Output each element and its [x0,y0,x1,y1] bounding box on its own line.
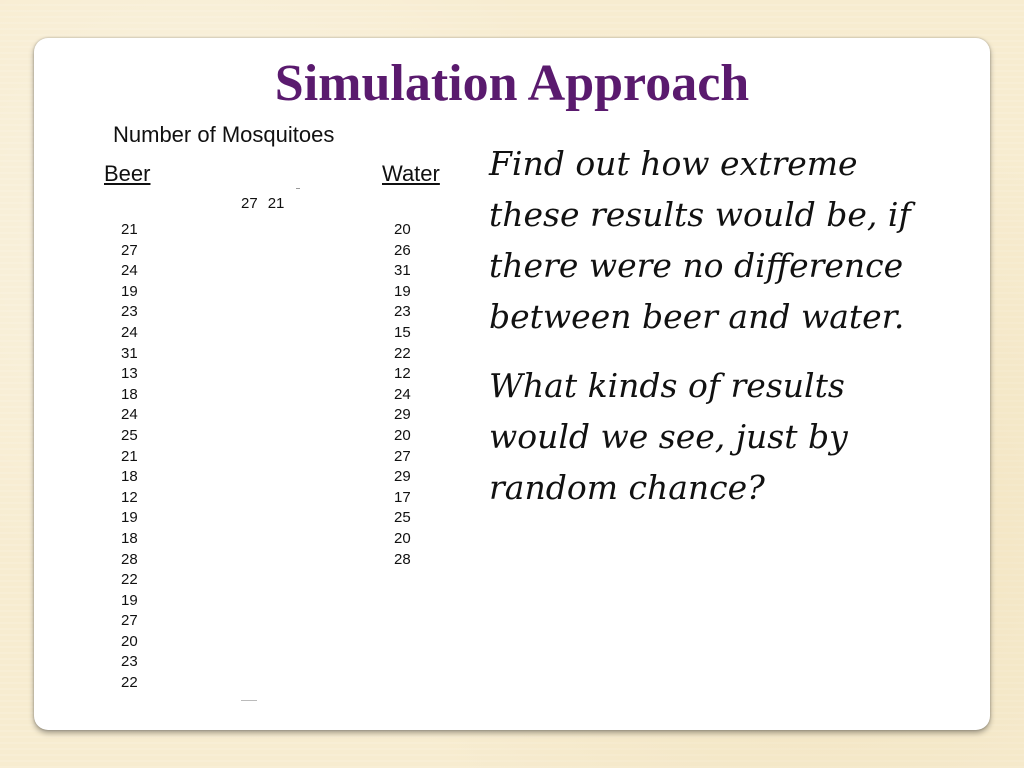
center-values [241,194,294,214]
value-cell: 27 [121,241,138,259]
value-cell: 22 [394,344,411,362]
value-cell: 22 [121,571,138,589]
value-cell: 25 [394,509,411,527]
beer-column-header: Beer [104,161,151,186]
value-cell: 27 [394,447,411,465]
value-cell: 25 [121,426,138,444]
table-subheading: Number of Mosquitoes [113,122,335,147]
center-value: 21 [267,195,285,212]
center-value: 27 [241,195,258,212]
value-cell: 19 [121,509,138,527]
paragraph: Find out how extreme these results would be, if there were no difference between beer and water. [489,144,911,336]
paragraph: What kinds of results would we see, just by random chance? [489,366,848,507]
value-cell: 19 [121,591,138,609]
value-cell: 20 [394,426,411,444]
divider-mark [296,188,300,189]
value-cell: 20 [121,632,138,650]
value-cell: 19 [394,282,411,300]
divider-mark [241,700,257,701]
value-cell: 31 [121,344,138,362]
value-cell: 20 [394,221,411,238]
value-cell: 18 [121,529,138,547]
value-cell: 19 [121,282,138,300]
value-cell: 22 [121,674,138,692]
value-cell: 18 [121,385,138,403]
value-cell: 28 [121,550,138,568]
water-values-list [394,220,411,570]
value-cell: 23 [394,303,411,321]
value-cell: 21 [121,221,138,238]
value-cell: 20 [394,529,411,547]
value-cell: 18 [121,468,138,486]
value-cell: 24 [394,385,411,403]
value-cell: 27 [121,612,138,630]
value-cell: 13 [121,365,138,383]
value-cell: 26 [394,241,411,259]
value-cell: 28 [394,550,411,568]
value-cell: 24 [121,262,138,280]
value-cell: 21 [121,447,138,465]
explanation-text [489,138,939,531]
value-cell: 12 [394,365,411,383]
beer-values-list [121,220,138,694]
value-cell: 17 [394,488,411,506]
water-column-header: Water [382,161,440,186]
value-cell: 24 [121,323,138,341]
value-cell: 29 [394,406,411,424]
value-cell: 31 [394,262,411,280]
value-cell: 23 [121,653,138,671]
value-cell: 15 [394,323,411,341]
value-cell: 29 [394,468,411,486]
value-cell: 24 [121,406,138,424]
slide-title: Simulation Approach [274,55,750,112]
value-cell: 23 [121,303,138,321]
value-cell: 12 [121,488,138,506]
